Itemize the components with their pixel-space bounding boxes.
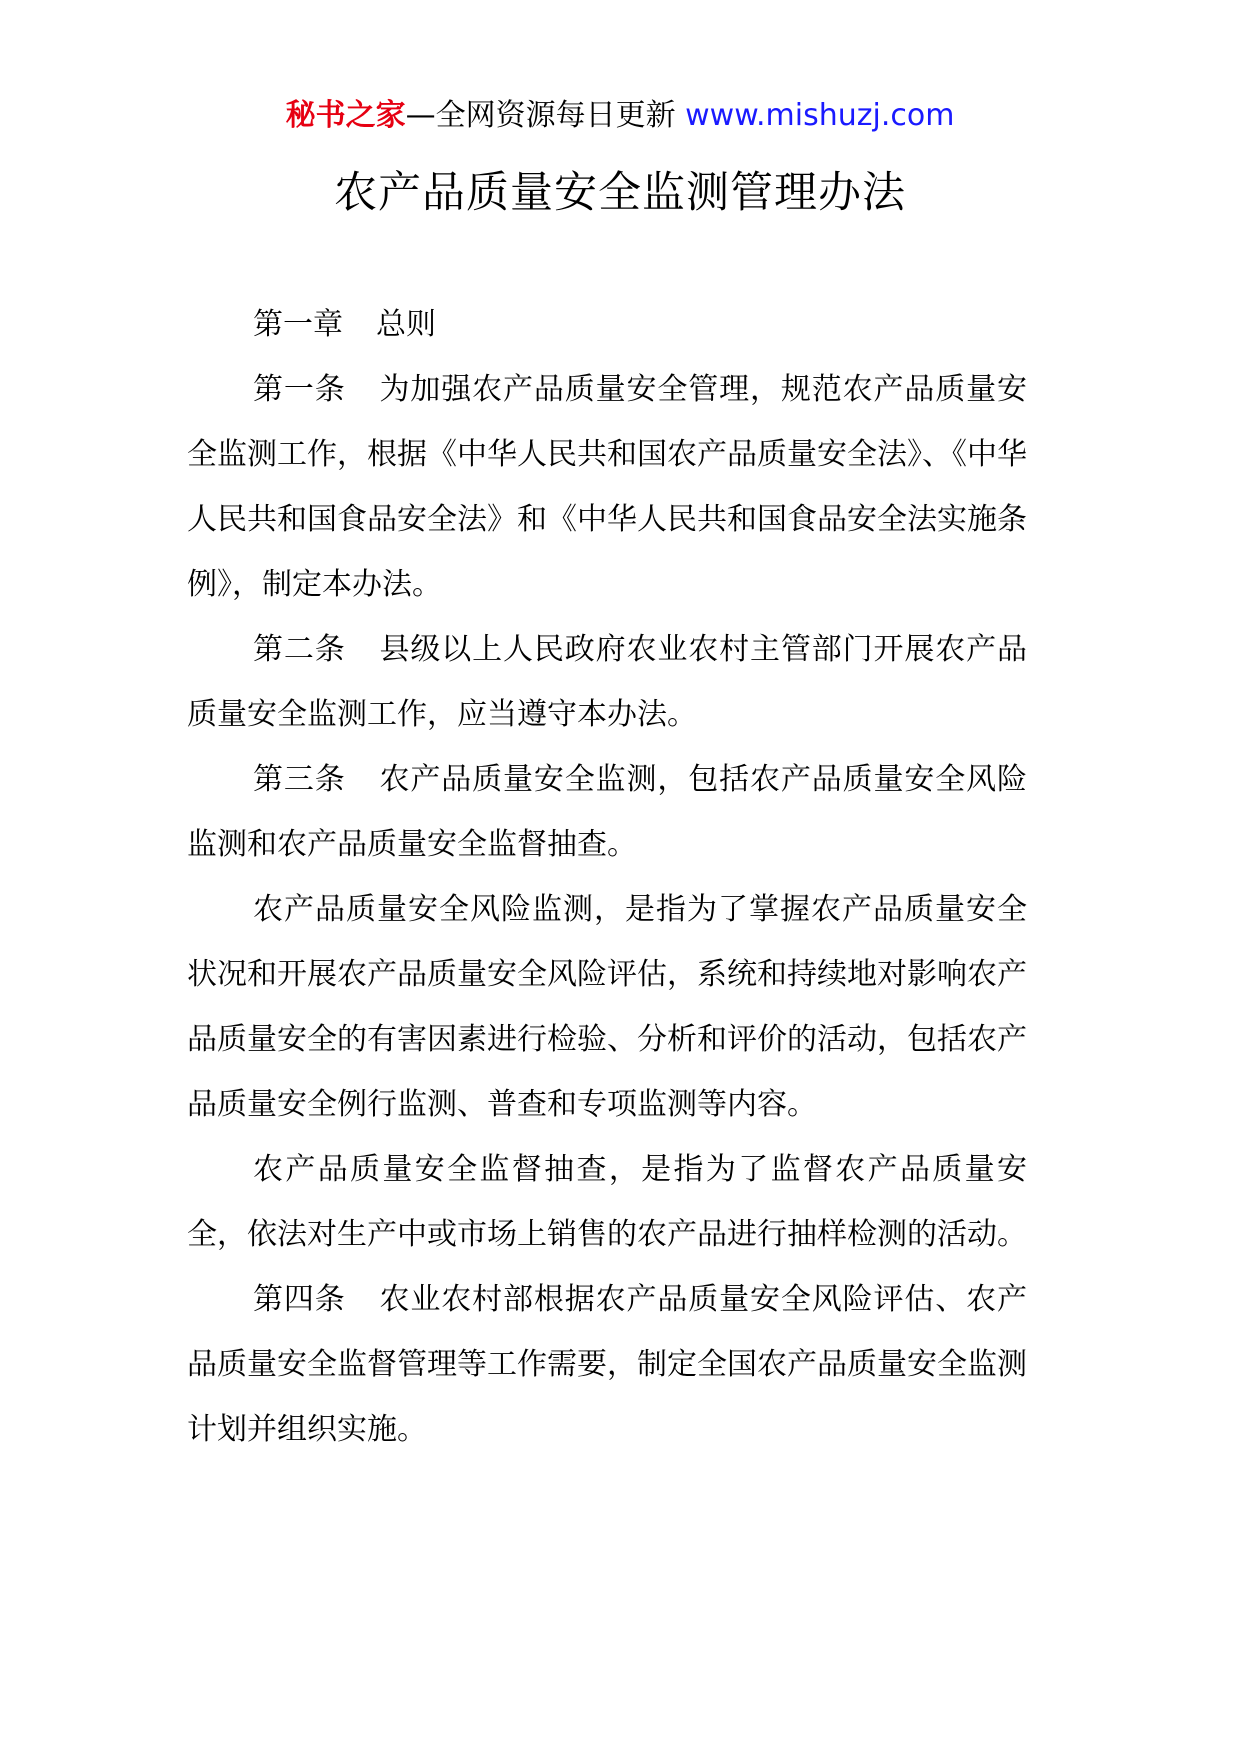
paragraph-text: 农产品质量安全监督抽查，是指为了监督农产品质量安全，依法对生产中或市场上销售的农产品进行抽样检测的活动。 [187,1152,1027,1252]
site-header [0,96,1240,136]
article-text: 县级以上人民政府农业农村主管部门开展农产品质量安全监测工作，应当遵守本办法。 [187,632,1027,732]
chapter-heading [187,292,1027,357]
article-text: 农产品质量安全监测，包括农产品质量安全风险监测和农产品质量安全监督抽查。 [187,762,1027,862]
document-body [187,292,1027,1462]
article-label: 第三条 [253,762,346,797]
brand-name: 秘书之家 [285,98,406,133]
chapter-title: 总则 [376,307,436,342]
document-title: 农产品质量安全监测管理办法 [334,168,906,218]
article-text: 农业农村部根据农产品质量安全风险评估、农产品质量安全监督管理等工作需要，制定全国农产品质量安全监测计划并组织实施。 [187,1282,1027,1447]
article-1 [187,357,1027,617]
header-tagline: —全网资源每日更新 [405,98,676,133]
supervision-paragraph [187,1137,1027,1267]
article-label: 第二条 [253,632,346,667]
article-2 [187,617,1027,747]
paragraph-text: 农产品质量安全风险监测，是指为了掌握农产品质量安全状况和开展农产品质量安全风险评估，系统和持续地对影响农产品质量安全的有害因素进行检验、分析和评价的活动，包括农产品质量安全例行监测、普查和专项监测等内容。 [187,892,1027,1122]
site-url-link[interactable]: www.mishuzj.com [685,98,955,133]
article-label: 第一条 [253,372,346,407]
risk-monitoring-paragraph [187,877,1027,1137]
article-4 [187,1267,1027,1462]
chapter-label: 第一章 [253,307,343,342]
article-label: 第四条 [253,1282,346,1317]
article-3 [187,747,1027,877]
article-text: 为加强农产品质量安全管理，规范农产品质量安全监测工作，根据《中华人民共和国农产品质量安全法》、《中华人民共和国食品安全法》和《中华人民共和国食品安全法实施条例》，制定本办法。 [187,372,1027,602]
